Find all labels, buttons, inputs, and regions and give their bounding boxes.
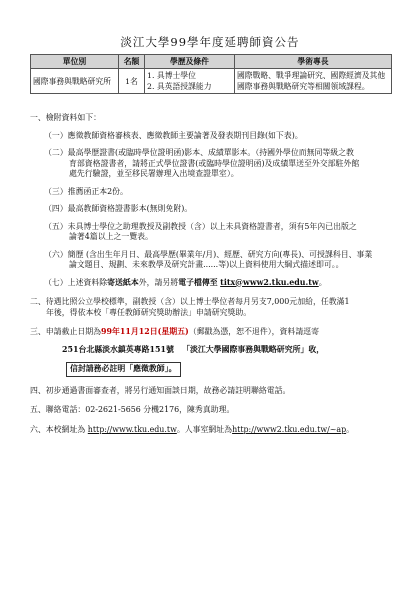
personnel-website-link[interactable]: http://www2.tku.edu.tw/~ap [232,424,347,434]
item-5-line-2: 論著4篇以上之一覽表。 [69,232,153,241]
item-1: （一）應徵教師資格審核表、應徵教師主要論著及發表期刊目錄(如下表)。 [44,130,303,140]
section-6-end: 。 [346,424,355,434]
cell-unit: 國際事務與戰略研究所 [31,69,119,94]
item-2-line-1: （二）最高學歷證書(或臨時學位證明函)影本、成績單影本。（持國外學位而無同等級之教 [44,148,354,157]
header-expertise: 學術專長 [235,55,392,69]
announcement-body [30,113,395,435]
envelope-note: 信封請務必註明「應徵教師」。 [66,362,181,377]
email-link[interactable]: titx@www2.tku.edu.tw [220,277,319,287]
section-6 [30,425,395,436]
item-7-paper: 寄送紙本 [107,277,139,287]
section-2-line-2: 年後，得依本校「專任教師研究獎助辦法」申請研究獎助。 [46,307,252,317]
header-qualification: 學歷及條件 [145,55,235,69]
item-7 [44,278,395,289]
item-3: （三）推薦函正本2份。 [44,186,128,196]
item-6-line-2: 論文題目、規劃、未來教學及研究計畫......等)以上資料使用大綱式描述即可。。 [69,260,344,269]
header-unit: 單位別 [31,55,119,69]
item-7-text-a: （七）上述資料除 [44,277,108,287]
cell-expertise: 國際戰略、戰爭理論研究、國際經濟及其他國際事務與戰略研究等相關領域課程。 [235,69,392,94]
item-5-line-1: （五）未具博士學位之助理教授及副教授（含）以上未具資格證書者，須有5年內已出版之 [44,221,357,231]
section-3-text-b: （郵戳為憑，恕不退件），資料請逕寄 [188,327,319,336]
table-header-row [31,55,392,69]
section-2-line-1: 二、待遇比照公立學校標準，副教授（含）以上博士學位者每月另支7,000元加給，任教滿1 [30,297,350,306]
item-7-text-b: 外，請另將 [138,277,179,287]
section-6-text-a: 六、本校網址為 [30,424,86,434]
cell-qualification [145,69,235,94]
item-4: （四）最高教師資格證書影本(無則免附)。 [44,204,193,213]
section-5: 五、聯絡電話：02-2621-5656 分機2176，陳秀真助理。 [30,405,235,414]
item-7-electronic: 電子檔傳至 [178,277,218,287]
section-4: 四、初步通過書面審查者，將另行通知面談日期，故務必請註明聯絡電話。 [30,385,291,395]
position-table [30,54,392,94]
header-quota: 名額 [119,55,145,69]
section-3-line-1 [30,327,395,338]
item-2-line-3: 處先行驗證，並至移民署辦理入出境查證單室）。 [69,169,239,178]
section-3-text-a: 三、申請截止日期為 [30,327,102,336]
item-6-line-1: （六）簡歷 (含出生年月日、最高學歷(畢業年/月)、經歷、研究方向(專長)、可授課科目、事業 [44,249,373,259]
mailing-address [62,345,395,356]
section-6-text-b: 。人事室網址為 [176,424,233,434]
address-street: 251台北縣淡水鎮英專路151號 [62,344,174,354]
school-website-link[interactable]: http://www.tku.edu.tw [87,424,177,434]
section-1-heading: 一、檢附資料如下： [30,113,102,122]
qualification-1: 1. 具博士學位 [147,71,196,80]
address-recipient: 「淡江大學國際事務與戰略研究所」收， [182,344,325,354]
page-title: 淡江大學99學年度延聘師資公告 [120,35,300,49]
deadline-date: 99年11月12日(星期五) [101,327,189,336]
item-2-line-2: 育部資格證書者，請將正式學位證書(或臨時學位證明函)及成績單送至外交部駐外館 [69,158,360,168]
table-row [31,69,392,94]
cell-quota: 1名 [119,69,145,94]
item-7-end: 。 [318,277,327,287]
qualification-2: 2. 具英語授課能力 [147,82,212,91]
